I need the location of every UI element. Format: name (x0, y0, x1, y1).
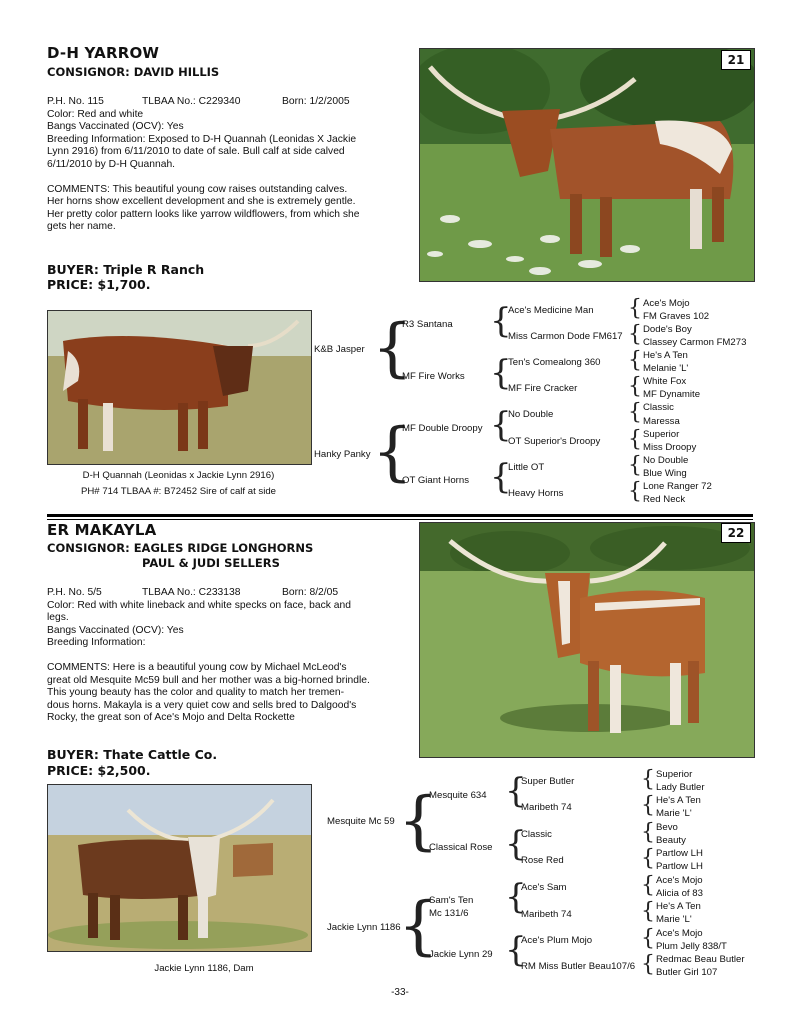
brace-icon: { (641, 899, 655, 924)
brace-icon: { (490, 301, 512, 341)
lot-22-gen3-4: Rose Red (521, 855, 564, 866)
brace-icon: { (490, 353, 512, 393)
brace-icon: { (628, 296, 642, 321)
lot-21-gen4-11: Superior (643, 429, 680, 440)
lot-21-ph-no: P.H. No. 115 (47, 96, 104, 107)
lot-22-gen4-3: He's A Ten (656, 795, 701, 806)
lot-22-comments-3: This young beauty has the color and quality to match her tremen- (47, 687, 345, 699)
lot-22-gen4-12: Marie 'L' (656, 914, 692, 925)
lot-21-gen3-5: No Double (508, 409, 554, 420)
lot-21-gen4-13: No Double (643, 455, 689, 466)
lot-21-comments-4: gets her name. (47, 221, 116, 233)
lot-22-color-1: Color: Red with white lineback and white specks on face, back and (47, 599, 351, 611)
brace-icon: { (641, 846, 655, 871)
lot-21-tlbaa-no: TLBAA No.: C229340 (142, 96, 241, 107)
lot-22-ph-no: P.H. No. 5/5 (47, 587, 102, 598)
lot-21-consignor: CONSIGNOR: DAVID HILLIS (47, 65, 220, 79)
lot-21-comments-3: Her pretty color pattern looks like yarrow wildflowers, from which she (47, 208, 360, 220)
lot-21-gen4-14: Blue Wing (643, 468, 687, 479)
lot-21-gen2-4: OT Giant Horns (402, 475, 470, 486)
lot-21-sire: K&B Jasper (314, 344, 365, 355)
lot-22-dam-photo (47, 784, 312, 952)
lot-22-tlbaa-no: TLBAA No.: C233138 (142, 587, 241, 598)
lot-21-number-badge: 21 (721, 50, 751, 70)
lot-22-born: Born: 8/2/05 (282, 587, 339, 598)
lot-21-gen2-2: MF Fire Works (402, 371, 465, 382)
brace-icon: { (398, 784, 439, 858)
brace-icon: { (628, 427, 642, 452)
lot-22-gen4-7: Partlow LH (656, 848, 703, 859)
lot-22-color-2: legs. (47, 612, 69, 624)
lot-21-gen4-10: Maressa (643, 416, 680, 427)
lot-21-gen3-2: Miss Carmon Dode FM617 (508, 331, 623, 342)
lot-21-breeding-3: 6/11/2010 by D-H Quannah. (47, 158, 176, 170)
lot-22-sire: Mesquite Mc 59 (327, 816, 395, 827)
brace-icon: { (505, 930, 527, 970)
brace-icon: { (628, 453, 642, 478)
lot-21-color: Color: Red and white (47, 108, 144, 120)
brace-icon: { (490, 457, 512, 497)
lot-21-info (47, 96, 407, 234)
brace-icon: { (505, 771, 527, 811)
brace-icon: { (641, 767, 655, 792)
lot-22-gen4-15: Redmac Beau Butler (656, 954, 745, 965)
lot-22-gen3-1: Super Butler (521, 776, 575, 787)
lot-21-gen4-4: Classey Carmon FM273 (643, 337, 747, 348)
lot-21-gen3-8: Heavy Horns (508, 488, 564, 499)
lot-22-info (47, 587, 407, 725)
lot-21-breeding-1: Breeding Information: Exposed to D-H Quannah (Leonidas X Jackie (47, 133, 357, 145)
lot-22-bangs: Bangs Vaccinated (OCV): Yes (47, 624, 184, 636)
lot-22-gen2-1: Mesquite 634 (429, 790, 487, 801)
lot-22-gen2-5: Jackie Lynn 29 (429, 949, 493, 960)
lot-22-gen4-10: Alicia of 83 (656, 888, 703, 899)
lot-21-gen4-3: Dode's Boy (643, 324, 692, 335)
lot-21-gen4-16: Red Neck (643, 494, 686, 505)
lot-21-gen3-4: MF Fire Cracker (508, 383, 578, 394)
lot-22-buyer: BUYER: Thate Cattle Co. (47, 747, 218, 762)
lot-21-gen4-15: Lone Ranger 72 (643, 481, 712, 492)
lot-22-gen4-13: Ace's Mojo (656, 928, 703, 939)
lot-21-name: D-H YARROW (47, 44, 160, 62)
brace-icon: { (505, 824, 527, 864)
lot-22-gen3-2: Maribeth 74 (521, 802, 572, 813)
lot-21-gen4-1: Ace's Mojo (643, 298, 690, 309)
lot-21-gen4-9: Classic (643, 402, 674, 413)
section-divider (47, 514, 753, 517)
lot-22-name: ER MAKAYLA (47, 521, 157, 539)
lot-21-comments-1: COMMENTS: This beautiful young cow raises outstanding calves. (47, 183, 348, 195)
lot-21-gen3-3: Ten's Comealong 360 (508, 357, 601, 368)
brace-icon: { (628, 348, 642, 373)
lot-22-price: PRICE: $2,500. (47, 763, 151, 778)
lot-21-gen2-1: R3 Santana (402, 319, 453, 330)
lot-21-gen2-3: MF Double Droopy (402, 423, 483, 434)
lot-22-photo-caption: Jackie Lynn 1186, Dam (154, 963, 254, 974)
lot-21-bangs: Bangs Vaccinated (OCV): Yes (47, 121, 184, 133)
lot-22-main-photo (419, 522, 755, 758)
lot-22-gen4-2: Lady Butler (656, 782, 705, 793)
brace-icon: { (641, 926, 655, 951)
lot-21-sire-photo (47, 310, 312, 465)
lot-22-breeding: Breeding Information: (47, 637, 146, 649)
lot-21-gen4-6: Melanie 'L' (643, 363, 689, 374)
lot-22-gen2-2: Classical Rose (429, 842, 493, 853)
lot-22-gen3-5: Ace's Sam (521, 882, 567, 893)
lot-21-photo-caption-1: D-H Quannah (Leonidas x Jackie Lynn 2916) (82, 470, 275, 481)
lot-22-consignor-names: PAUL & JUDI SELLERS (142, 556, 280, 570)
section-divider-thin (47, 519, 753, 520)
brace-icon: { (641, 793, 655, 818)
lot-22-gen4-4: Marie 'L' (656, 808, 692, 819)
lot-22-gen3-7: Ace's Plum Mojo (521, 935, 593, 946)
lot-22-comments-1: COMMENTS: Here is a beautiful young cow by Michael McLeod's (47, 661, 347, 673)
brace-icon: { (641, 873, 655, 898)
lot-21-gen3-7: Little OT (508, 462, 545, 473)
brace-icon: { (628, 400, 642, 425)
lot-21-gen4-8: MF Dynamite (643, 389, 701, 400)
lot-22-dam: Jackie Lynn 1186 (327, 922, 401, 933)
brace-icon: { (641, 820, 655, 845)
lot-22-comments-2: great old Mesquite Mc59 bull and her mother was a big-horned brindle. (47, 674, 370, 686)
lot-22-gen4-5: Bevo (656, 822, 678, 833)
brace-icon: { (628, 479, 642, 504)
lot-22-gen3-3: Classic (521, 829, 552, 840)
lot-21-comments-2: Her horns show excellent development and she is extremely gentle. (47, 196, 356, 208)
page-number: -33- (391, 987, 409, 998)
lot-22-comments-4: dous horns. Makayla is a very quiet cow and sells bred to Dalgood's (47, 699, 357, 711)
lot-22-gen4-9: Ace's Mojo (656, 875, 703, 886)
brace-icon: { (372, 311, 413, 385)
lot-22-gen4-14: Plum Jelly 838/T (656, 941, 727, 952)
lot-21-gen4-5: He's A Ten (643, 350, 688, 361)
brace-icon: { (372, 415, 413, 489)
lot-21-gen3-6: OT Superior's Droopy (508, 436, 601, 447)
brace-icon: { (490, 405, 512, 445)
brace-icon: { (398, 889, 439, 963)
lot-22-gen2-3: Sam's Ten (429, 895, 474, 906)
lot-22-comments-5: Rocky, the great son of Ace's Mojo and Delta Rockette (47, 712, 295, 724)
lot-22-gen4-8: Partlow LH (656, 861, 703, 872)
lot-21-gen4-7: White Fox (643, 376, 687, 387)
lot-21-photo-caption-2: PH# 714 TLBAA #: B72452 Sire of calf at side (80, 486, 277, 497)
brace-icon: { (628, 374, 642, 399)
lot-21-gen3-1: Ace's Medicine Man (508, 305, 594, 316)
brace-icon: { (641, 952, 655, 977)
lot-21-born: Born: 1/2/2005 (282, 96, 350, 107)
lot-22-consignor: CONSIGNOR: EAGLES RIDGE LONGHORNS (47, 541, 314, 555)
lot-21-buyer: BUYER: Triple R Ranch (47, 262, 205, 277)
lot-22-gen4-16: Butler Girl 107 (656, 967, 718, 978)
lot-21-gen4-2: FM Graves 102 (643, 311, 710, 322)
lot-22-gen4-11: He's A Ten (656, 901, 701, 912)
lot-22-gen3-8: RM Miss Butler Beau107/6 (521, 961, 636, 972)
lot-21-gen4-12: Miss Droopy (643, 442, 697, 453)
lot-22-gen3-6: Maribeth 74 (521, 909, 572, 920)
lot-22-gen4-1: Superior (656, 769, 693, 780)
lot-22-number-badge: 22 (721, 523, 751, 543)
lot-21-dam: Hanky Panky (314, 449, 371, 460)
brace-icon: { (505, 877, 527, 917)
lot-21-main-photo (419, 48, 755, 282)
lot-21-price: PRICE: $1,700. (47, 277, 151, 292)
brace-icon: { (628, 322, 642, 347)
lot-22-gen2-4: Mc 131/6 (429, 908, 469, 919)
lot-22-gen4-6: Beauty (656, 835, 686, 846)
lot-21-breeding-2: Lynn 2916) from 6/11/2010 to date of sale. Bull calf at side calved (47, 146, 345, 158)
